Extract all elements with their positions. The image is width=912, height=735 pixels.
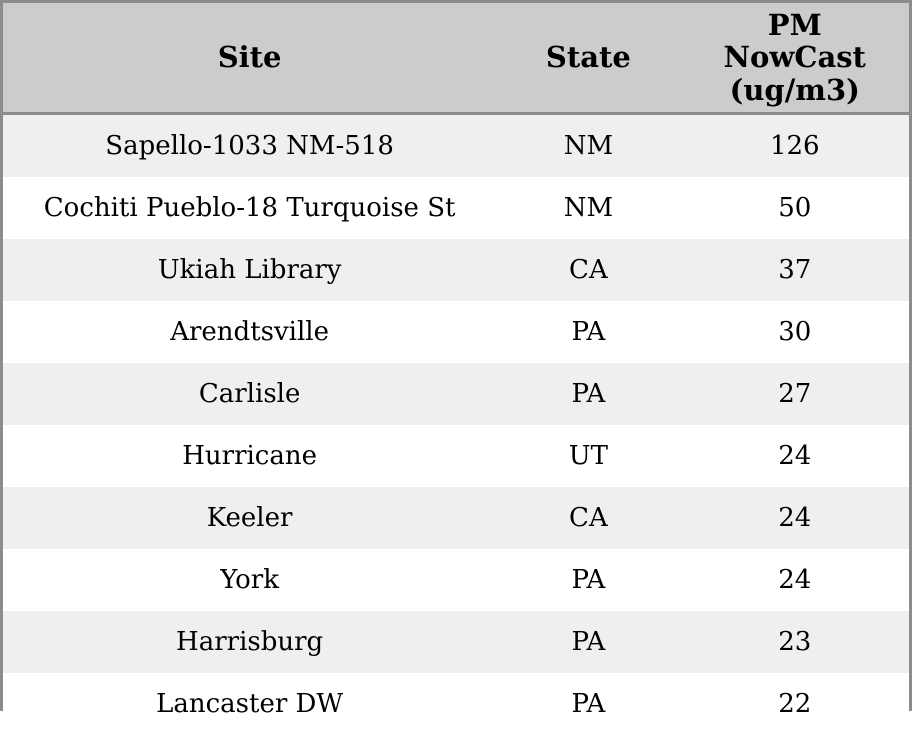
cell-pm-nowcast: 24 (778, 565, 812, 596)
air-quality-table (3, 3, 909, 735)
cell-site: York (220, 565, 279, 596)
column-header-site: Site (3, 3, 496, 114)
column-header-pm-nowcast-line2: NowCast (723, 40, 866, 75)
table-row (3, 239, 909, 301)
cell-pm-nowcast: 23 (778, 627, 812, 658)
cell-state: PA (571, 689, 606, 720)
column-header-pm-nowcast-line1: PM (767, 8, 822, 42)
column-header-state: State (496, 3, 680, 114)
table-body (3, 114, 909, 735)
cell-site: Keeler (206, 503, 293, 534)
table-row (3, 301, 909, 363)
table-row (3, 673, 909, 735)
cell-pm-nowcast: 50 (778, 193, 812, 224)
table-row (3, 487, 909, 549)
table-row (3, 177, 909, 239)
cell-pm-nowcast: 37 (778, 255, 812, 286)
cell-site: Sapello-1033 NM-518 (105, 131, 394, 162)
cell-state: PA (571, 379, 606, 410)
cell-state: NM (563, 131, 614, 162)
cell-pm-nowcast: 126 (769, 131, 820, 162)
column-header-pm-nowcast-line3: (ug/m3) (729, 72, 860, 107)
cell-pm-nowcast: 30 (778, 317, 812, 348)
table-row (3, 114, 909, 178)
cell-pm-nowcast: 27 (778, 379, 812, 410)
table-row (3, 549, 909, 611)
cell-site: Harrisburg (176, 627, 324, 658)
column-header-pm-nowcast (681, 3, 909, 114)
cell-site: Carlisle (198, 379, 301, 410)
table-row (3, 363, 909, 425)
cell-state: UT (568, 441, 609, 472)
cell-state: PA (571, 565, 606, 596)
table-row (3, 425, 909, 487)
cell-site: Cochiti Pueblo-18 Turquoise St (43, 193, 456, 224)
table-row (3, 611, 909, 673)
table-header-row (3, 3, 909, 114)
cell-state: PA (571, 627, 606, 658)
cell-site: Arendtsville (170, 317, 330, 348)
cell-pm-nowcast: 24 (778, 441, 812, 472)
cell-pm-nowcast: 24 (778, 503, 812, 534)
cell-site: Hurricane (182, 441, 318, 472)
cell-site: Ukiah Library (157, 255, 342, 286)
cell-site: Lancaster DW (156, 689, 344, 720)
cell-state: NM (563, 193, 614, 224)
cell-state: PA (571, 317, 606, 348)
table-header (3, 3, 909, 114)
cell-pm-nowcast: 22 (778, 689, 812, 720)
cell-state: CA (569, 503, 608, 534)
cell-state: CA (569, 255, 608, 286)
